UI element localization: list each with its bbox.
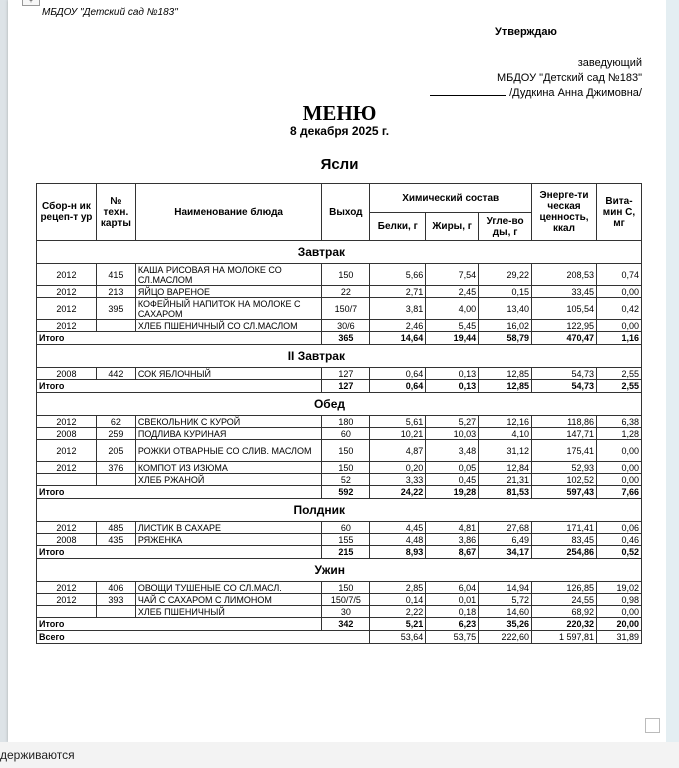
collection-cell: 2012: [37, 462, 97, 474]
card-no-cell: 376: [96, 462, 135, 474]
fats-cell: 0,01: [426, 594, 479, 606]
total-energy: 220,32: [532, 618, 597, 631]
collection-cell: 2012: [37, 264, 97, 286]
dish-name-cell: РОЖКИ ОТВАРНЫЕ СО СЛИВ. МАСЛОМ: [135, 440, 322, 462]
section-total-row: [37, 546, 642, 559]
approve-label: Утверждаю: [495, 26, 557, 38]
proteins-cell: 3,33: [370, 474, 426, 486]
output-cell: 150/7/5: [322, 594, 370, 606]
signature-block: [430, 56, 642, 101]
energy-cell: 52,93: [532, 462, 597, 474]
header-vitamin-c: Вита-мин С, мг: [596, 184, 641, 241]
menu-date: 8 декабря 2025 г.: [289, 124, 390, 138]
card-no-cell: 435: [96, 534, 135, 546]
dish-row: [37, 298, 642, 320]
vitamin-c-cell: 1,28: [596, 428, 641, 440]
fats-cell: 6,04: [426, 582, 479, 594]
collection-cell: 2012: [37, 440, 97, 462]
proteins-cell: 5,66: [370, 264, 426, 286]
section-title-text: II Завтрак: [287, 349, 345, 363]
energy-cell: 54,73: [532, 368, 597, 380]
header-carbs: Угле-во ды, г: [479, 213, 532, 241]
total-vitc: 1,16: [596, 332, 641, 345]
vitamin-c-cell: 0,98: [596, 594, 641, 606]
signature-name-line: [430, 86, 642, 101]
grand-total-carbs: 222,60: [479, 631, 532, 644]
section-header-row: [37, 345, 642, 368]
signature-position: заведующий: [577, 57, 642, 69]
dish-row: [37, 368, 642, 380]
total-carbs: 34,17: [479, 546, 532, 559]
status-text: держиваются: [0, 748, 75, 762]
fats-cell: 0,13: [426, 368, 479, 380]
fats-cell: 7,54: [426, 264, 479, 286]
output-cell: 30: [322, 606, 370, 618]
card-no-cell: 213: [96, 286, 135, 298]
total-label: Итого: [37, 332, 322, 345]
output-cell: 127: [322, 368, 370, 380]
dish-row: [37, 582, 642, 594]
vitamin-c-cell: 0,00: [596, 462, 641, 474]
total-energy: 254,86: [532, 546, 597, 559]
dish-row: [37, 416, 642, 428]
dish-name-cell: ПОДЛИВА КУРИНАЯ: [135, 428, 322, 440]
fats-cell: 5,45: [426, 320, 479, 332]
collection-cell: 2012: [37, 320, 97, 332]
energy-cell: 147,71: [532, 428, 597, 440]
section-title-text: Полдник: [293, 503, 345, 517]
total-carbs: 81,53: [479, 486, 532, 499]
grand-total-energy: 1 597,81: [532, 631, 597, 644]
total-energy: 470,47: [532, 332, 597, 345]
carbs-cell: 4,10: [479, 428, 532, 440]
output-cell: 52: [322, 474, 370, 486]
carbs-cell: 12,85: [479, 368, 532, 380]
output-cell: 150: [322, 264, 370, 286]
dish-name-cell: ХЛЕБ ПШЕНИЧНЫЙ: [135, 606, 322, 618]
total-vitc: 2,55: [596, 380, 641, 393]
energy-cell: 118,86: [532, 416, 597, 428]
dish-row: [37, 320, 642, 332]
dish-name-cell: КОФЕЙНЫЙ НАПИТОК НА МОЛОКЕ С САХАРОМ: [135, 298, 322, 320]
menu-table-body: [37, 241, 642, 644]
vitamin-c-cell: 0,00: [596, 286, 641, 298]
total-proteins: 0,64: [370, 380, 426, 393]
vitamin-c-cell: 2,55: [596, 368, 641, 380]
proteins-cell: 2,71: [370, 286, 426, 298]
collection-cell: 2012: [37, 286, 97, 298]
output-cell: 150: [322, 582, 370, 594]
carbs-cell: 27,68: [479, 522, 532, 534]
card-no-cell: 205: [96, 440, 135, 462]
fats-cell: 4,00: [426, 298, 479, 320]
card-no-cell: 395: [96, 298, 135, 320]
grand-total-row: [37, 631, 642, 644]
dish-name-cell: ОВОЩИ ТУШЕНЫЕ СО СЛ.МАСЛ.: [135, 582, 322, 594]
header-energy: Энерге-ти ческая ценность, ккал: [532, 184, 597, 241]
total-vitc: 7,66: [596, 486, 641, 499]
vitamin-c-cell: 0,00: [596, 320, 641, 332]
total-label: Итого: [37, 486, 322, 499]
vitamin-c-cell: 0,00: [596, 440, 641, 462]
card-no-cell: 485: [96, 522, 135, 534]
total-output: 215: [322, 546, 370, 559]
collection-cell: 2008: [37, 428, 97, 440]
carbs-cell: 6,49: [479, 534, 532, 546]
total-fats: 19,44: [426, 332, 479, 345]
section-header-row: [37, 499, 642, 522]
carbs-cell: 21,31: [479, 474, 532, 486]
dish-name-cell: ЧАЙ С САХАРОМ С ЛИМОНОМ: [135, 594, 322, 606]
total-fats: 19,28: [426, 486, 479, 499]
total-vitc: 0,52: [596, 546, 641, 559]
dish-name-cell: РЯЖЕНКА: [135, 534, 322, 546]
total-carbs: 35,26: [479, 618, 532, 631]
dish-row: [37, 428, 642, 440]
output-cell: 150: [322, 462, 370, 474]
carbs-cell: 14,94: [479, 582, 532, 594]
total-carbs: 58,79: [479, 332, 532, 345]
card-no-cell: 393: [96, 594, 135, 606]
vitamin-c-cell: 0,00: [596, 606, 641, 618]
section-total-row: [37, 618, 642, 631]
energy-cell: 122,95: [532, 320, 597, 332]
collection-cell: 2012: [37, 594, 97, 606]
vitamin-c-cell: 0,42: [596, 298, 641, 320]
output-cell: 180: [322, 416, 370, 428]
fats-cell: 0,18: [426, 606, 479, 618]
dish-name-cell: ЛИСТИК В САХАРЕ: [135, 522, 322, 534]
carbs-cell: 31,12: [479, 440, 532, 462]
total-carbs: 12,85: [479, 380, 532, 393]
header-output: Выход: [322, 184, 370, 241]
dish-name-cell: КАША РИСОВАЯ НА МОЛОКЕ СО СЛ.МАСЛОМ: [135, 264, 322, 286]
output-cell: 150: [322, 440, 370, 462]
proteins-cell: 0,64: [370, 368, 426, 380]
proteins-cell: 2,22: [370, 606, 426, 618]
dish-row: [37, 286, 642, 298]
proteins-cell: 3,81: [370, 298, 426, 320]
carbs-cell: 12,84: [479, 462, 532, 474]
card-no-cell: 62: [96, 416, 135, 428]
page-title: МЕНЮ: [302, 101, 377, 125]
proteins-cell: 5,61: [370, 416, 426, 428]
output-cell: 155: [322, 534, 370, 546]
proteins-cell: 10,21: [370, 428, 426, 440]
energy-cell: 68,92: [532, 606, 597, 618]
total-fats: 8,67: [426, 546, 479, 559]
fats-cell: 5,27: [426, 416, 479, 428]
collection-cell: 2012: [37, 582, 97, 594]
section-total-row: [37, 380, 642, 393]
total-label: Итого: [37, 380, 322, 393]
collection-cell: 2012: [37, 416, 97, 428]
output-cell: 150/7: [322, 298, 370, 320]
proteins-cell: 4,45: [370, 522, 426, 534]
total-output: 127: [322, 380, 370, 393]
section-total-row: [37, 486, 642, 499]
page-corner-checkbox[interactable]: [645, 718, 660, 733]
status-bar: [0, 742, 679, 768]
energy-cell: 126,85: [532, 582, 597, 594]
dish-row: [37, 594, 642, 606]
section-header-row: [37, 393, 642, 416]
energy-cell: 105,54: [532, 298, 597, 320]
collection-cell: 2008: [37, 534, 97, 546]
total-fats: 0,13: [426, 380, 479, 393]
section-title: [37, 499, 642, 522]
card-no-cell: 259: [96, 428, 135, 440]
section-title-text: Обед: [313, 397, 345, 411]
vitamin-c-cell: 0,06: [596, 522, 641, 534]
section-title-text: Ужин: [314, 563, 345, 577]
header-card-no: № техн. карты: [96, 184, 135, 241]
total-output: 365: [322, 332, 370, 345]
card-no-cell: 442: [96, 368, 135, 380]
proteins-cell: 4,48: [370, 534, 426, 546]
energy-cell: 83,45: [532, 534, 597, 546]
dish-name-cell: КОМПОТ ИЗ ИЗЮМА: [135, 462, 322, 474]
total-energy: 597,43: [532, 486, 597, 499]
section-title: [37, 241, 642, 264]
total-proteins: 14,64: [370, 332, 426, 345]
output-cell: 60: [322, 522, 370, 534]
total-proteins: 8,93: [370, 546, 426, 559]
proteins-cell: 4,87: [370, 440, 426, 462]
fats-cell: 10,03: [426, 428, 479, 440]
card-no-cell: [96, 320, 135, 332]
group-name: Ясли: [320, 156, 359, 173]
carbs-cell: 0,15: [479, 286, 532, 298]
dish-row: [37, 522, 642, 534]
menu-table: [36, 183, 642, 644]
collection-cell: 2012: [37, 522, 97, 534]
section-title: [37, 393, 642, 416]
section-header-row: [37, 241, 642, 264]
output-cell: 60: [322, 428, 370, 440]
energy-cell: 171,41: [532, 522, 597, 534]
energy-cell: 33,45: [532, 286, 597, 298]
grand-total-vitc: 31,89: [596, 631, 641, 644]
collection-cell: 2012: [37, 298, 97, 320]
vitamin-c-cell: 0,46: [596, 534, 641, 546]
total-label: Итого: [37, 546, 322, 559]
collection-cell: [37, 606, 97, 618]
header-collection: Сбор-н ик рецеп-т ур: [37, 184, 97, 241]
section-total-row: [37, 332, 642, 345]
header-proteins: Белки, г: [370, 213, 426, 241]
dish-row: [37, 440, 642, 462]
vitamin-c-cell: 0,74: [596, 264, 641, 286]
header-chem: Химический состав: [370, 184, 532, 213]
fats-cell: 4,81: [426, 522, 479, 534]
grand-total-fats: 53,75: [426, 631, 479, 644]
proteins-cell: 0,20: [370, 462, 426, 474]
dish-row: [37, 606, 642, 618]
carbs-cell: 5,72: [479, 594, 532, 606]
proteins-cell: 0,14: [370, 594, 426, 606]
total-vitc: 20,00: [596, 618, 641, 631]
dish-name-cell: СОК ЯБЛОЧНЫЙ: [135, 368, 322, 380]
energy-cell: 175,41: [532, 440, 597, 462]
grand-total-label: Всего: [37, 631, 370, 644]
fats-cell: 3,48: [426, 440, 479, 462]
header-dish-name: Наименование блюда: [135, 184, 322, 241]
proteins-cell: 2,46: [370, 320, 426, 332]
output-cell: 22: [322, 286, 370, 298]
grand-total-proteins: 53,64: [370, 631, 426, 644]
section-title: [37, 559, 642, 582]
dish-name-cell: ЯЙЦО ВАРЕНОЕ: [135, 286, 322, 298]
dish-row: [37, 462, 642, 474]
signature-name: /Дудкина Анна Джимовна/: [509, 87, 642, 99]
vitamin-c-cell: 0,00: [596, 474, 641, 486]
dish-name-cell: ХЛЕБ ПШЕНИЧНЫЙ СО СЛ.МАСЛОМ: [135, 320, 322, 332]
card-no-cell: 415: [96, 264, 135, 286]
dish-row: [37, 474, 642, 486]
total-proteins: 5,21: [370, 618, 426, 631]
carbs-cell: 12,16: [479, 416, 532, 428]
total-label: Итого: [37, 618, 322, 631]
energy-cell: 208,53: [532, 264, 597, 286]
energy-cell: 102,52: [532, 474, 597, 486]
total-proteins: 24,22: [370, 486, 426, 499]
total-output: 592: [322, 486, 370, 499]
total-energy: 54,73: [532, 380, 597, 393]
org-header: МБДОУ "Детский сад №183": [42, 7, 178, 18]
fats-cell: 3,86: [426, 534, 479, 546]
card-no-cell: [96, 606, 135, 618]
signature-organization: МБДОУ "Детский сад №183": [496, 72, 642, 84]
proteins-cell: 2,85: [370, 582, 426, 594]
dish-name-cell: ХЛЕБ РЖАНОЙ: [135, 474, 322, 486]
signature-line: [430, 86, 506, 96]
dish-row: [37, 534, 642, 546]
output-cell: 30/6: [322, 320, 370, 332]
header-fats: Жиры, г: [426, 213, 479, 241]
vitamin-c-cell: 19,02: [596, 582, 641, 594]
dish-row: [37, 264, 642, 286]
section-header-row: [37, 559, 642, 582]
card-no-cell: 406: [96, 582, 135, 594]
fats-cell: 2,45: [426, 286, 479, 298]
vitamin-c-cell: 6,38: [596, 416, 641, 428]
total-output: 342: [322, 618, 370, 631]
expand-toggle-icon[interactable]: +: [22, 0, 40, 6]
section-title-text: Завтрак: [297, 245, 345, 259]
collection-cell: [37, 474, 97, 486]
fats-cell: 0,05: [426, 462, 479, 474]
carbs-cell: 13,40: [479, 298, 532, 320]
dish-name-cell: СВЕКОЛЬНИК С КУРОЙ: [135, 416, 322, 428]
collection-cell: 2008: [37, 368, 97, 380]
energy-cell: 24,55: [532, 594, 597, 606]
carbs-cell: 29,22: [479, 264, 532, 286]
carbs-cell: 16,02: [479, 320, 532, 332]
card-no-cell: [96, 474, 135, 486]
total-fats: 6,23: [426, 618, 479, 631]
carbs-cell: 14,60: [479, 606, 532, 618]
fats-cell: 0,45: [426, 474, 479, 486]
section-title: [37, 345, 642, 368]
